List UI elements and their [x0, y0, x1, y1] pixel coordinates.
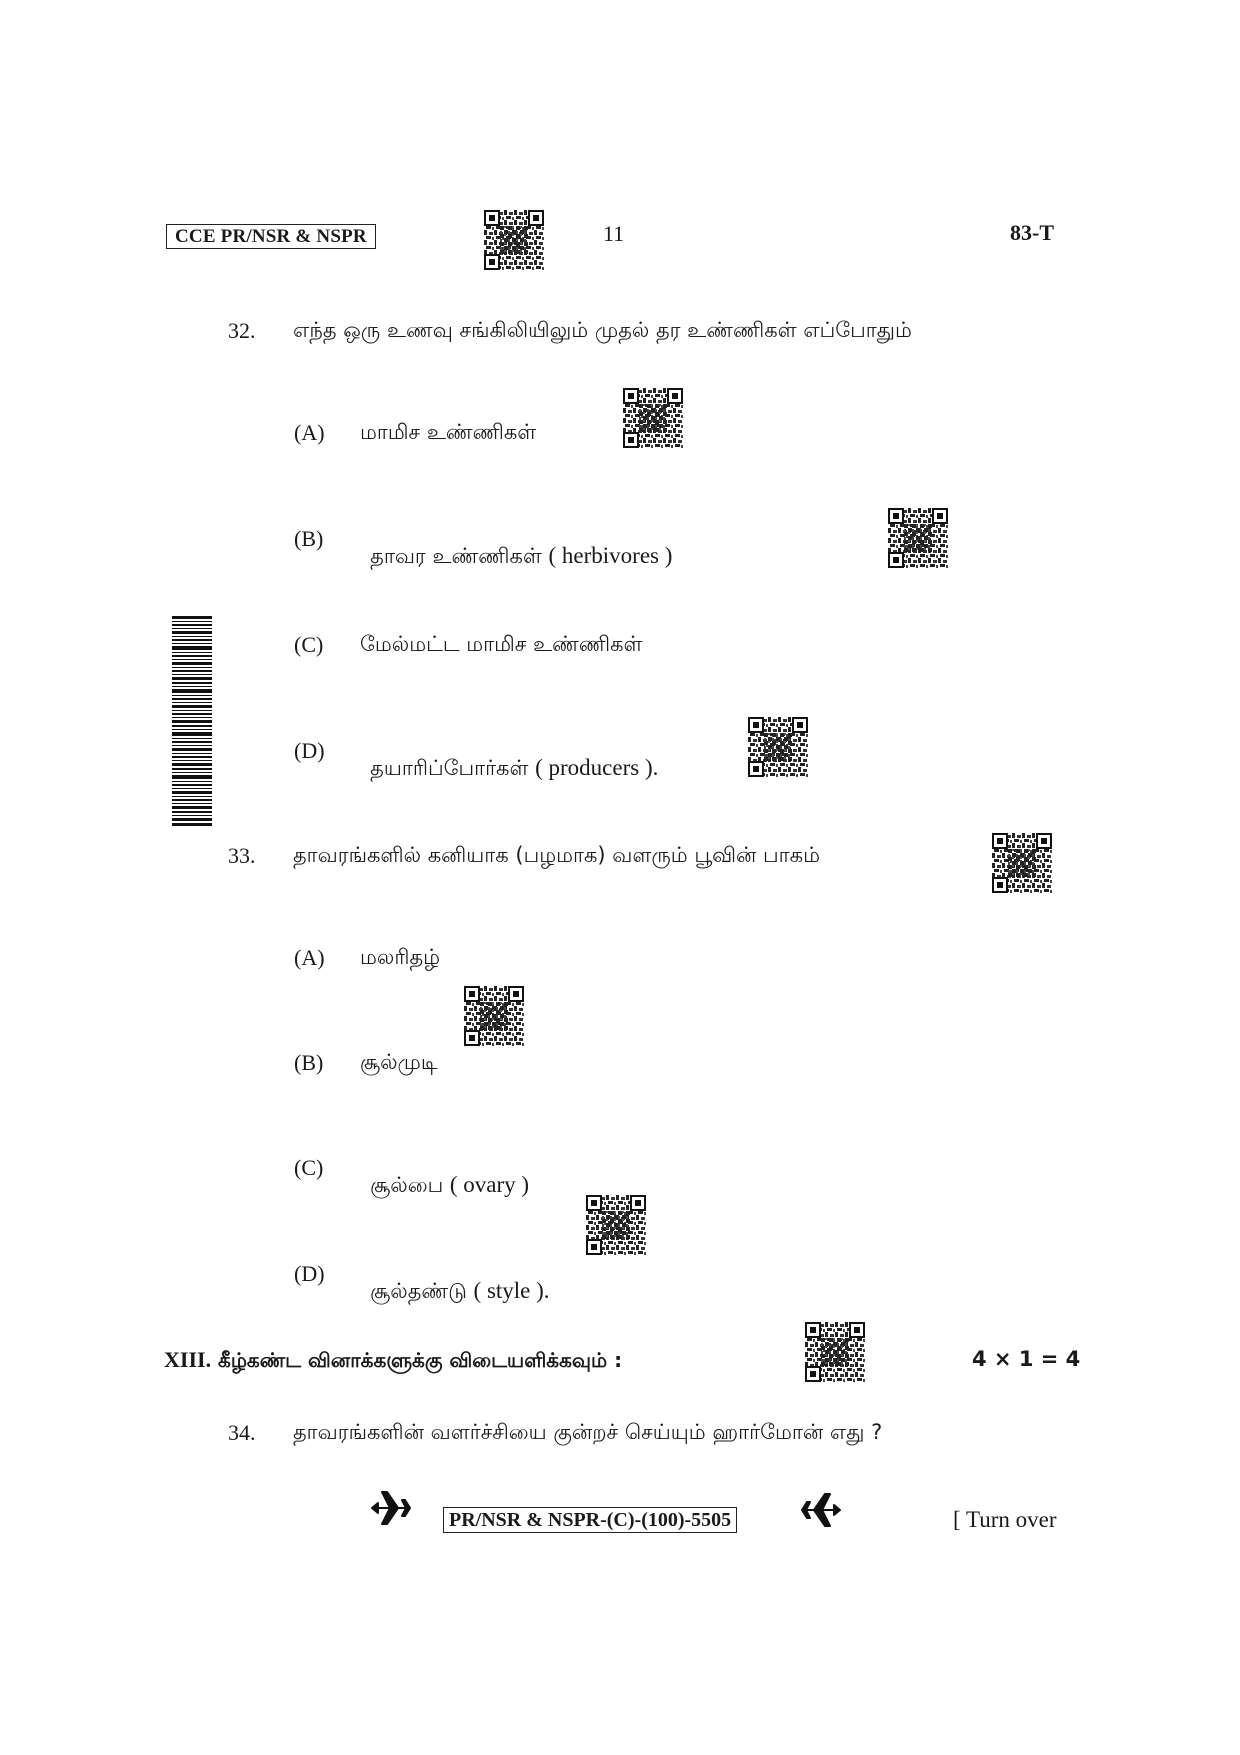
question-number: 32.	[228, 318, 256, 343]
option-text: தயாரிப்போர்கள்	[370, 756, 536, 780]
option-letter: (C)	[294, 632, 324, 657]
section-title: கீழ்கண்ட வினாக்களுக்கு விடையளிக்கவும் :	[218, 1348, 623, 1372]
option-text: சூல்பை	[370, 1173, 450, 1197]
section-marks: 4 × 1 = 4	[972, 1347, 1081, 1371]
option-letter: (A)	[294, 420, 325, 445]
option-letter: (C)	[294, 1155, 324, 1180]
option-text-row	[360, 736, 658, 783]
option-english: ( producers ).	[535, 755, 659, 780]
qr-code-icon	[484, 210, 544, 270]
qr-code-icon	[992, 833, 1052, 893]
option-text: சூல்முடி	[360, 1050, 438, 1074]
option-english: ( style ).	[473, 1278, 550, 1303]
question-text: எந்த ஒரு உணவு சங்கிலியிலும் முதல் தர உண்ணிகள் எப்போதும்	[293, 318, 912, 342]
option-letter: (D)	[294, 738, 325, 763]
option-letter: (D)	[294, 1261, 325, 1286]
section-roman: XIII.	[164, 1347, 212, 1372]
question-text: தாவரங்களில் கனியாக (பழமாக) வளரும் பூவின் பாகம்	[293, 843, 820, 867]
option-letter: (B)	[294, 526, 324, 551]
qr-code-icon	[888, 508, 948, 568]
option-text-row	[360, 524, 672, 571]
section-heading	[164, 1347, 622, 1375]
question-text: தாவரங்களின் வளர்ச்சியை குன்றச் செய்யும் ஹார்மோன் எது ?	[293, 1420, 883, 1444]
qr-code-icon	[623, 388, 683, 448]
qr-code-icon	[748, 717, 808, 777]
option-letter: (B)	[294, 1050, 324, 1075]
option-english: ( herbivores )	[548, 543, 673, 568]
option-english: ( ovary )	[449, 1172, 530, 1197]
airplane-right-icon	[800, 1488, 844, 1532]
option-text: மாமிச உண்ணிகள்	[360, 420, 537, 444]
question-number: 33.	[228, 843, 256, 868]
option-text-row	[360, 1259, 550, 1306]
footer-code-box: PR/NSR & NSPR-(C)-(100)-5505	[443, 1507, 737, 1533]
option-text: தாவர உண்ணிகள்	[370, 544, 549, 568]
header-code-box: CCE PR/NSR & NSPR	[166, 224, 376, 249]
option-letter: (A)	[294, 945, 325, 970]
option-text: மேல்மட்ட மாமிச உண்ணிகள்	[360, 632, 643, 656]
turn-over-label: [ Turn over	[953, 1507, 1057, 1532]
option-text-row	[360, 1153, 529, 1200]
option-text: சூல்தண்டு	[370, 1279, 474, 1303]
airplane-left-icon	[368, 1486, 412, 1530]
page-number: 11	[603, 221, 625, 246]
qr-code-icon	[805, 1322, 865, 1382]
paper-code: 83-T	[1010, 220, 1054, 245]
qr-code-icon	[464, 986, 524, 1046]
barcode-icon	[172, 616, 212, 826]
qr-code-icon	[586, 1195, 646, 1255]
question-number: 34.	[228, 1420, 256, 1445]
option-text: மலரிதழ்	[360, 945, 441, 969]
